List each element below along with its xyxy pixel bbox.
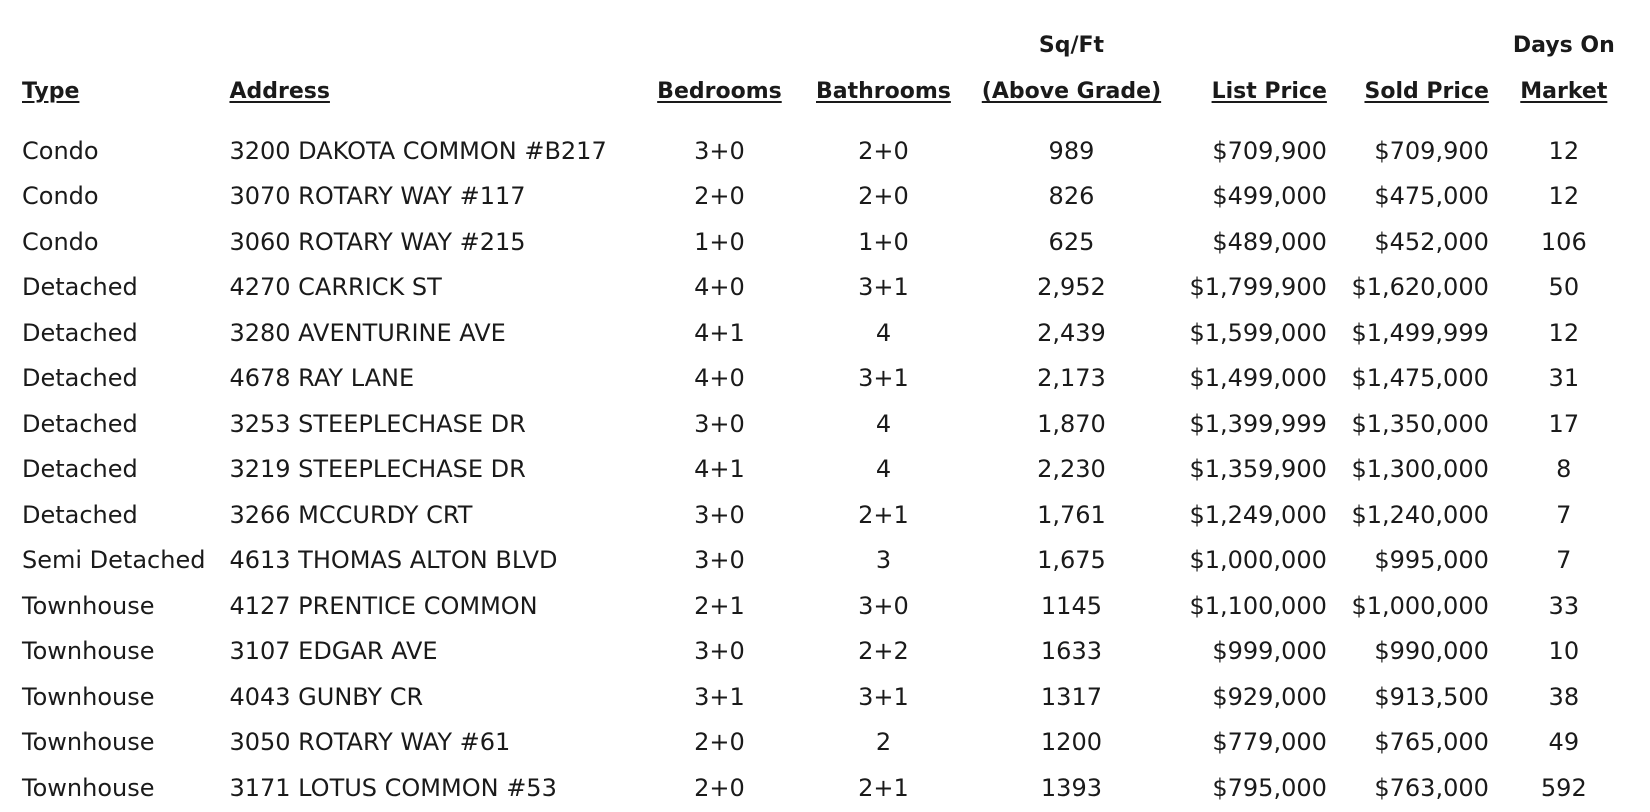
cell-address: 3280 AVENTURINE AVE [229,318,506,347]
cell-sold-price: $913,500 [1374,682,1489,711]
cell-address: 3070 ROTARY WAY #117 [229,182,526,211]
cell-type: Detached [22,500,138,529]
cell-type: Townhouse [22,637,155,666]
header-type: Type [22,79,80,104]
cell-list-price: $779,000 [1212,728,1327,757]
cell-sqft: 826 [1048,182,1095,211]
cell-list-price: $1,249,000 [1189,500,1327,529]
cell-type: Detached [22,409,138,438]
header-address-top [217,18,637,58]
header-bathrooms-top [801,18,965,58]
cell-type: Detached [22,455,138,484]
cell-list-price: $1,499,000 [1189,364,1327,393]
header-address: Address [229,79,330,104]
cell-list-price: $999,000 [1212,637,1327,666]
cell-bedrooms: 4+1 [694,455,745,484]
cell-bathrooms: 3+0 [858,591,909,620]
header-row-top [10,18,1627,58]
cell-bathrooms: 2+1 [858,773,909,802]
cell-sold-price: $995,000 [1374,546,1489,575]
cell-bedrooms: 4+0 [694,364,745,393]
header-row-bottom [10,58,1627,106]
cell-address: 3219 STEEPLECHASE DR [229,455,526,484]
cell-list-price: $499,000 [1212,182,1327,211]
cell-address: 4613 THOMAS ALTON BLVD [229,546,558,575]
header-days-on-market: Market [1520,79,1608,104]
cell-days-on-market: 50 [1548,273,1580,302]
cell-sold-price: $1,475,000 [1351,364,1489,393]
cell-list-price: $795,000 [1212,773,1327,802]
cell-bathrooms: 2+2 [858,637,909,666]
cell-list-price: $1,399,999 [1189,409,1327,438]
cell-bedrooms: 3+1 [694,682,745,711]
cell-address: 3060 ROTARY WAY #215 [229,227,526,256]
cell-list-price: $1,359,900 [1189,455,1327,484]
cell-list-price: $1,799,900 [1189,273,1327,302]
cell-days-on-market: 8 [1556,455,1572,484]
cell-sqft: 2,230 [1037,455,1106,484]
header-bathrooms: Bathrooms [816,79,951,104]
cell-list-price: $1,100,000 [1189,591,1327,620]
cell-address: 4678 RAY LANE [229,364,415,393]
cell-bathrooms: 2+1 [858,500,909,529]
table-row [10,174,1627,220]
cell-days-on-market: 12 [1548,136,1580,165]
table-row [10,356,1627,402]
cell-days-on-market: 7 [1556,546,1572,575]
cell-address: 4270 CARRICK ST [229,273,442,302]
cell-type: Townhouse [22,728,155,757]
cell-bathrooms: 2+0 [858,182,909,211]
cell-sold-price: $1,350,000 [1351,409,1489,438]
cell-type: Detached [22,318,138,347]
table-row [10,538,1627,584]
cell-bedrooms: 1+0 [694,227,745,256]
cell-address: 3107 EDGAR AVE [229,637,438,666]
cell-days-on-market: 49 [1548,728,1580,757]
cell-bedrooms: 3+0 [694,500,745,529]
cell-address: 3253 STEEPLECHASE DR [229,409,526,438]
cell-bathrooms: 4 [875,409,892,438]
cell-sold-price: $452,000 [1374,227,1489,256]
cell-bathrooms: 3+1 [858,682,909,711]
cell-sold-price: $1,000,000 [1351,591,1489,620]
cell-sqft: 1633 [1040,637,1102,666]
cell-days-on-market: 17 [1548,409,1580,438]
cell-bedrooms: 4+0 [694,273,745,302]
cell-days-on-market: 12 [1548,182,1580,211]
cell-address: 3050 ROTARY WAY #61 [229,728,511,757]
cell-sqft: 2,439 [1037,318,1106,347]
cell-bathrooms: 4 [875,455,892,484]
header-bedrooms: Bedrooms [657,79,782,104]
table-row [10,583,1627,629]
cell-sqft: 1,761 [1037,500,1106,529]
table-row [10,106,1627,174]
cell-bathrooms: 1+0 [858,227,909,256]
cell-days-on-market: 12 [1548,318,1580,347]
cell-days-on-market: 10 [1548,637,1580,666]
table-row [10,720,1627,766]
cell-sold-price: $475,000 [1374,182,1489,211]
table-row [10,629,1627,675]
cell-bathrooms: 3 [875,546,892,575]
cell-sold-price: $1,300,000 [1351,455,1489,484]
cell-days-on-market: 592 [1540,773,1587,802]
table-row [10,219,1627,265]
cell-bedrooms: 3+0 [694,409,745,438]
table-row [10,447,1627,493]
cell-address: 3266 MCCURDY CRT [229,500,473,529]
cell-list-price: $1,599,000 [1189,318,1327,347]
cell-address: 4043 GUNBY CR [229,682,424,711]
cell-bedrooms: 3+0 [694,136,745,165]
cell-bathrooms: 2+0 [858,136,909,165]
cell-bedrooms: 2+0 [694,182,745,211]
cell-bedrooms: 4+1 [694,318,745,347]
table-body [10,106,1627,811]
cell-sqft: 625 [1048,227,1095,256]
cell-bedrooms: 2+1 [694,591,745,620]
cell-type: Condo [22,136,99,165]
table-row [10,310,1627,356]
header-list-price-top [1177,18,1338,58]
cell-list-price: $489,000 [1212,227,1327,256]
cell-sold-price: $1,240,000 [1351,500,1489,529]
cell-type: Townhouse [22,591,155,620]
cell-sqft: 1200 [1040,728,1102,757]
cell-sqft: 1393 [1040,773,1102,802]
cell-bedrooms: 2+0 [694,728,745,757]
cell-sqft: 2,173 [1037,364,1106,393]
table-header [10,18,1627,106]
cell-address: 3200 DAKOTA COMMON #B217 [229,136,607,165]
header-type-top [10,18,217,58]
cell-type: Detached [22,364,138,393]
cell-bathrooms: 3+1 [858,364,909,393]
cell-days-on-market: 31 [1548,364,1580,393]
cell-sold-price: $709,900 [1374,136,1489,165]
cell-type: Detached [22,273,138,302]
table-row [10,765,1627,811]
cell-type: Condo [22,182,99,211]
cell-sqft: 1,675 [1037,546,1106,575]
header-sqft: (Above Grade) [981,79,1162,104]
cell-sqft: 1317 [1040,682,1102,711]
header-sold-price: Sold Price [1364,79,1489,104]
cell-address: 3171 LOTUS COMMON #53 [229,773,557,802]
table-row [10,674,1627,720]
cell-type: Townhouse [22,773,155,802]
sold-listings-table [10,18,1627,811]
table-row [10,492,1627,538]
cell-sold-price: $765,000 [1374,728,1489,757]
cell-type: Condo [22,227,99,256]
header-bedrooms-top [637,18,801,58]
cell-sqft: 2,952 [1037,273,1106,302]
cell-type: Semi Detached [22,546,206,575]
cell-type: Townhouse [22,682,155,711]
cell-list-price: $1,000,000 [1189,546,1327,575]
cell-bedrooms: 3+0 [694,546,745,575]
cell-sold-price: $1,620,000 [1351,273,1489,302]
cell-sold-price: $763,000 [1374,773,1489,802]
cell-sqft: 1145 [1040,591,1102,620]
cell-bedrooms: 3+0 [694,637,745,666]
cell-bathrooms: 2 [875,728,892,757]
cell-bathrooms: 3+1 [858,273,909,302]
cell-sold-price: $1,499,999 [1351,318,1489,347]
cell-sold-price: $990,000 [1374,637,1489,666]
table-row [10,401,1627,447]
cell-bathrooms: 4 [875,318,892,347]
cell-days-on-market: 106 [1540,227,1587,256]
cell-list-price: $709,900 [1212,136,1327,165]
cell-sqft: 1,870 [1037,409,1106,438]
header-list-price: List Price [1211,79,1327,104]
header-sold-price-top [1339,18,1501,58]
cell-bedrooms: 2+0 [694,773,745,802]
header-sqft-top: Sq/Ft [1038,33,1105,58]
cell-address: 4127 PRENTICE COMMON [229,591,538,620]
cell-days-on-market: 7 [1556,500,1572,529]
cell-days-on-market: 33 [1548,591,1580,620]
cell-list-price: $929,000 [1212,682,1327,711]
cell-days-on-market: 38 [1548,682,1580,711]
header-days-on-market-top: Days On [1512,33,1615,58]
cell-sqft: 989 [1048,136,1095,165]
table-row [10,265,1627,311]
